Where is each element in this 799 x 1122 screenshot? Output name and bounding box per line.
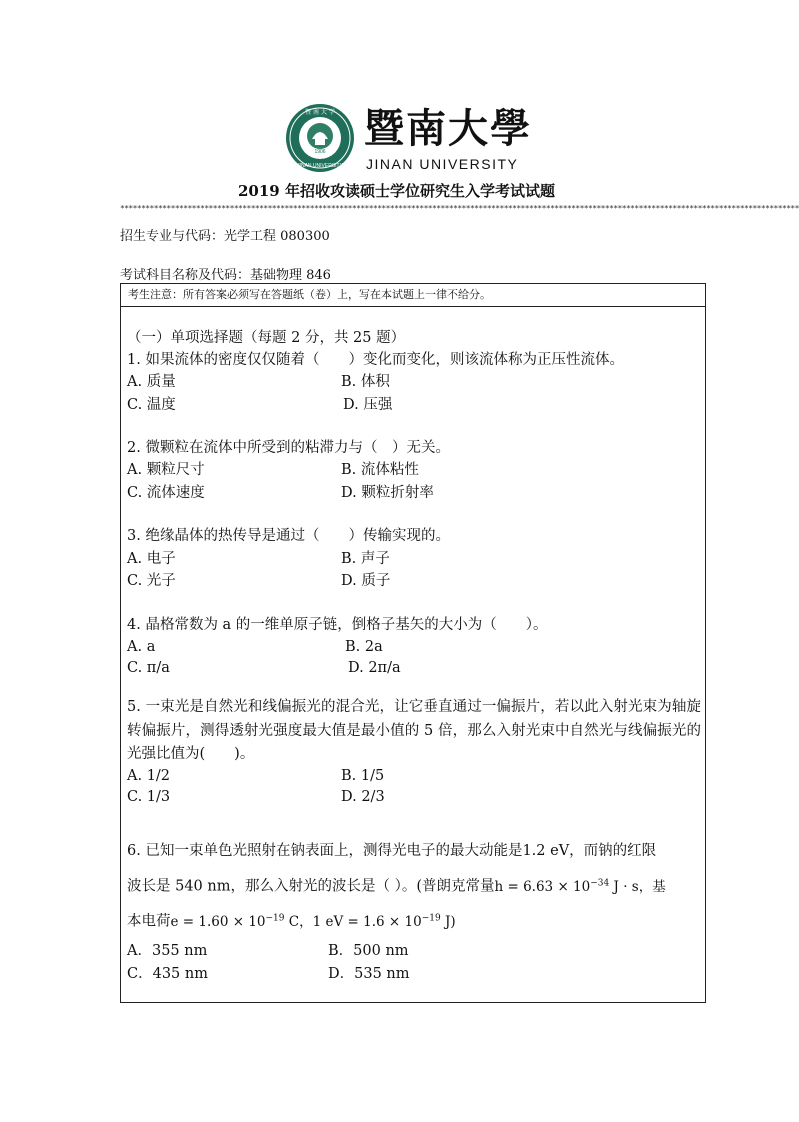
charge-value: e = 1.60 × 10 [170,913,266,930]
question-6-option-d: D．535 nm [328,966,410,982]
elementary-charge [171,914,456,930]
question-4-option-a: A. a [127,639,156,655]
question-4-stem: 4. 晶格常数为 a 的一维单原子链，倒格子基矢的大小为（ ）。 [127,617,548,633]
planck-exponent: −34 [590,878,610,888]
question-6-option-a: A．355 nm [127,943,208,959]
question-5-option-c: C. 1/3 [127,789,171,805]
university-name-en: JINAN UNIVERSITY [366,156,519,172]
question-2-stem: 2. 微颗粒在流体中所受到的粘滞力与（ ）无关。 [127,440,450,456]
question-6-text-2: 本电荷 [127,913,171,930]
major-info: 招生专业与代码：光学工程 080300 [120,229,330,244]
question-5-option-b: B. 1/5 [341,768,385,784]
charge-exponent: −19 [265,913,285,923]
question-6-stem-line2 [127,872,701,898]
question-3-option-a: A. 电子 [127,551,176,567]
planck-value: h = 6.63 × 10 [494,878,591,895]
question-3-option-b: B. 声子 [341,551,390,567]
question-1-stem: 1. 如果流体的密度仅仅随着（ ）变化而变化，则该流体称为正压性流体。 [127,352,624,368]
section-title: （一）单项选择题（每题 2 分，共 25 题） [127,330,406,346]
exam-notice: 考生注意：所有答案必须写在答题纸（卷）上，写在本试题上一律不给分。 [120,283,706,307]
question-3-option-d: D. 质子 [341,573,391,589]
exam-title: 2019 年招收攻读硕士学位研究生入学考试试题 [238,182,555,200]
question-4-option-b: B. 2a [345,639,383,655]
emblem-ring-cn: 暨 南 大 学 [305,109,335,116]
question-4-option-c: C. π/a [127,660,170,676]
university-name-cn: 暨南大學 [364,105,532,152]
planck-constant [495,879,666,895]
question-2-option-b: B. 流体粘性 [341,462,419,478]
question-5-option-d: D. 2/3 [341,789,385,805]
university-emblem [285,103,355,173]
charge-unit: C，1 eV = 1.6 × 10 [284,913,422,930]
question-3-option-c: C. 光子 [127,573,176,589]
question-5-stem: 5. 一束光是自然光和线偏振光的混合光，让它垂直通过一偏振片，若以此入射光束为轴旋转偏振片，测得透射光强度最大值是最小值的 5 倍，那么入射光束中自然光与线偏振光的光强比值为( )。 [127,699,701,762]
question-2-option-a: A. 颗粒尺寸 [127,462,205,478]
question-6-stem-line3 [127,907,701,933]
ev-unit: J) [440,913,456,930]
question-6-option-b: B．500 nm [328,943,409,959]
emblem-ring-text: JINAN UNIVERSITY [297,163,343,169]
star-divider: ***************************************************************************************************************************************************************** [120,204,799,213]
question-2-option-c: C. 流体速度 [127,485,205,501]
ev-exponent: −19 [421,913,441,923]
question-4-option-d: D. 2π/a [348,660,401,676]
question-1-option-d: D. 压强 [343,397,393,413]
question-5-option-a: A. 1/2 [127,768,171,784]
question-1-option-b: B. 体积 [341,374,390,390]
planck-unit: J · s，基 [609,878,666,895]
subject-info: 考试科目名称及代码：基础物理 846 [120,268,331,283]
question-1-option-a: A. 质量 [127,374,176,390]
question-3-stem: 3. 绝缘晶体的热传导是通过（ ）传输实现的。 [127,528,450,544]
question-1-option-c: C. 温度 [127,397,176,413]
question-6-text: 波长是 540 nm，那么入射光的波长是（ ）。(普朗克常量 [127,878,495,895]
question-2-option-d: D. 颗粒折射率 [341,485,434,501]
emblem-year: 1906 [314,149,326,155]
question-6-option-c: C．435 nm [127,966,208,982]
question-6-stem-line1: 6. 已知一束单色光照射在钠表面上，测得光电子的最大动能是1.2 eV，而钠的红限 [127,843,657,859]
